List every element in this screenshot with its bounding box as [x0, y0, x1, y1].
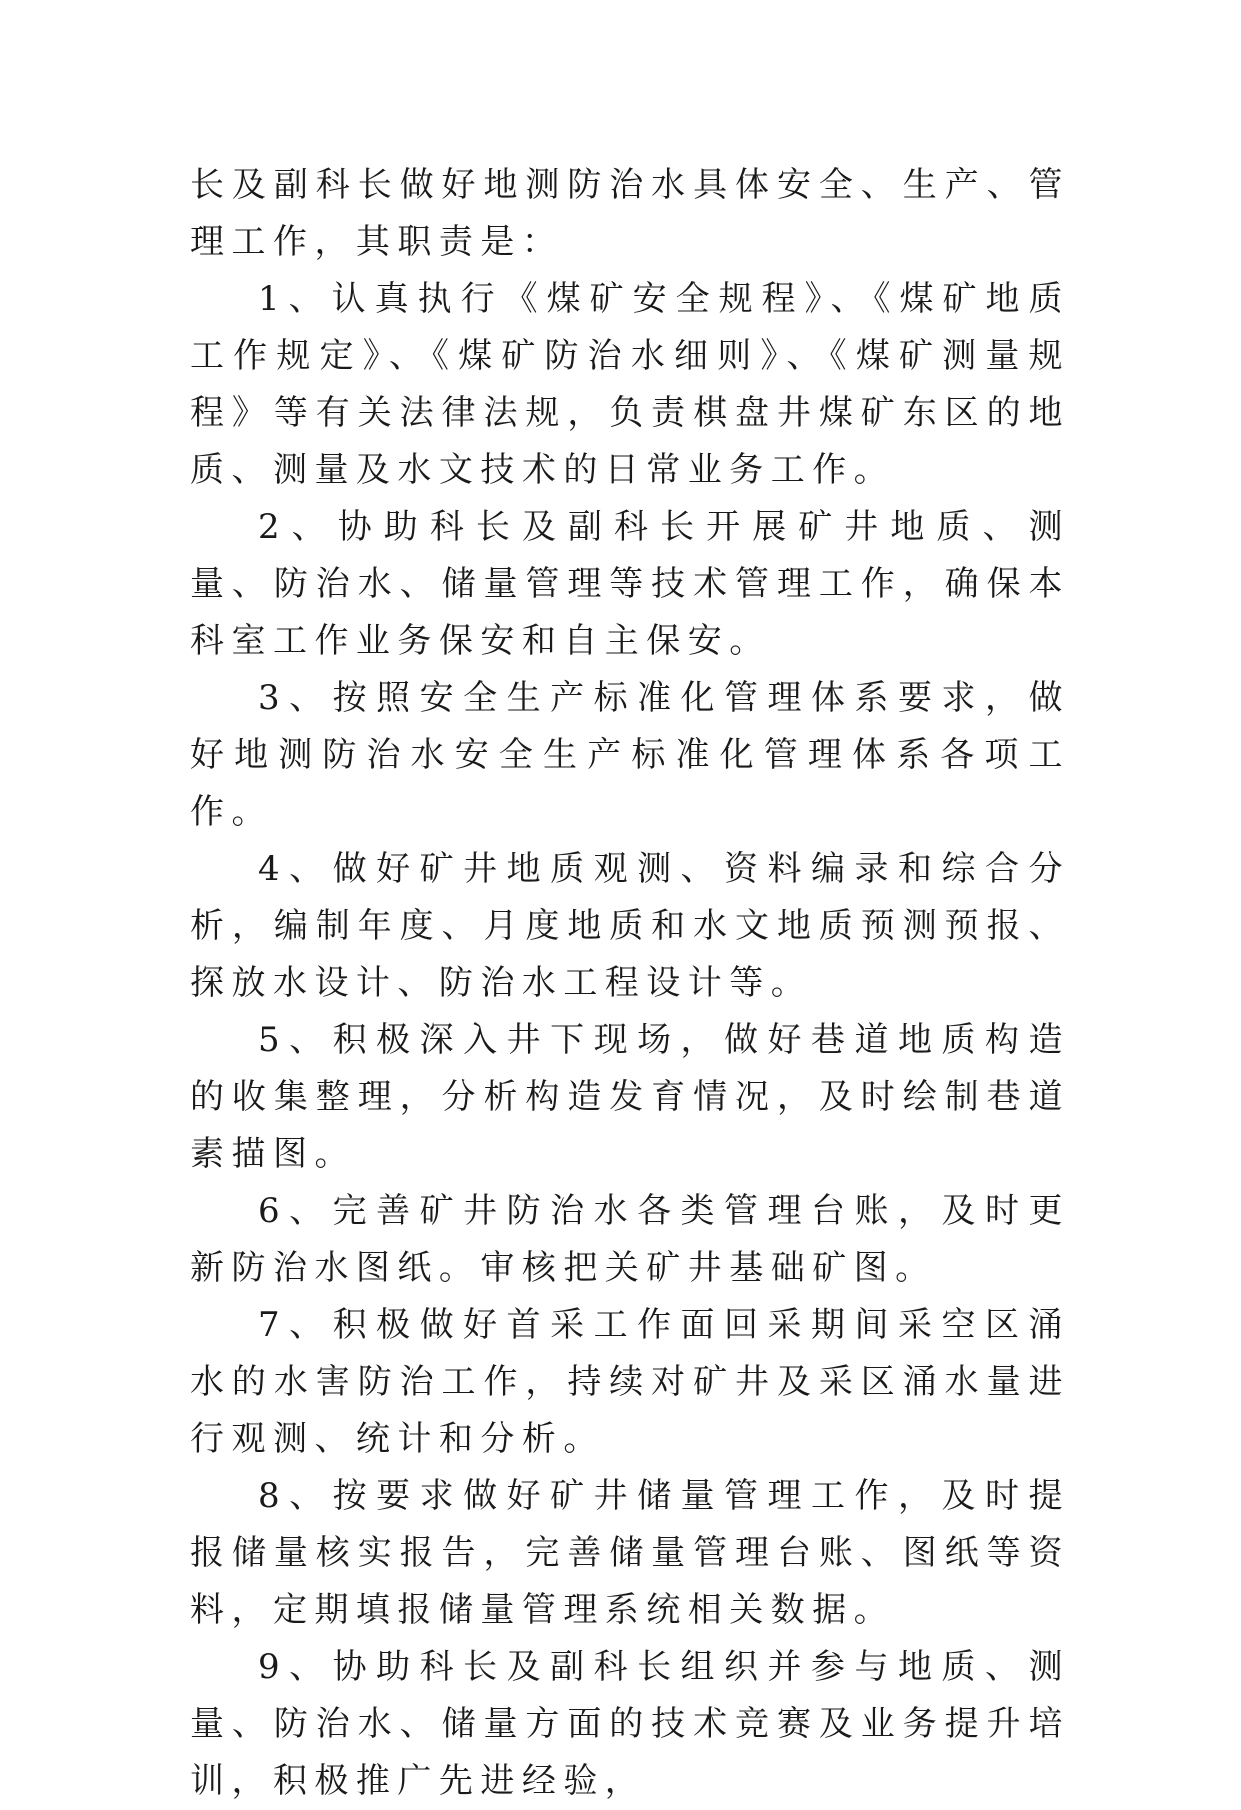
paragraph-intro: 长及副科长做好地测防治水具体安全、生产、管理工作，其职责是： — [190, 165, 1070, 262]
paragraph-duty-8: 8、按要求做好矿井储量管理工作，及时提报储量核实报告，完善储量管理台账、图纸等资料，定期填报储量管理系统相关数据。 — [190, 1476, 1070, 1630]
paragraph-duty-3: 3、按照安全生产标准化管理体系要求，做好地测防治水安全生产标准化管理体系各项工作。 — [190, 678, 1070, 832]
paragraph-duty-6: 6、完善矿井防治水各类管理台账，及时更新防治水图纸。审核把关矿井基础矿图。 — [190, 1191, 1070, 1288]
paragraph-duty-2: 2、协助科长及副科长开展矿井地质、测量、防治水、储量管理等技术管理工作，确保本科室工作业务保安和自主保安。 — [190, 507, 1070, 661]
paragraph-duty-9: 9、协助科长及副科长组织并参与地质、测量、防治水、储量方面的技术竞赛及业务提升培训，积极推广先进经验， — [190, 1647, 1070, 1801]
document-body — [190, 157, 1070, 1810]
paragraph-duty-4: 4、做好矿井地质观测、资料编录和综合分析，编制年度、月度地质和水文地质预测预报、探放水设计、防治水工程设计等。 — [190, 849, 1070, 1003]
paragraph-duty-7: 7、积极做好首采工作面回采期间采空区涌水的水害防治工作，持续对矿井及采区涌水量进行观测、统计和分析。 — [190, 1305, 1070, 1459]
paragraph-duty-1: 1、认真执行《煤矿安全规程》、《煤矿地质工作规定》、《煤矿防治水细则》、《煤矿测量规程》等有关法律法规，负责棋盘井煤矿东区的地质、测量及水文技术的日常业务工作。 — [190, 279, 1070, 490]
paragraph-duty-5: 5、积极深入井下现场，做好巷道地质构造的收集整理，分析构造发育情况，及时绘制巷道素描图。 — [190, 1020, 1070, 1174]
